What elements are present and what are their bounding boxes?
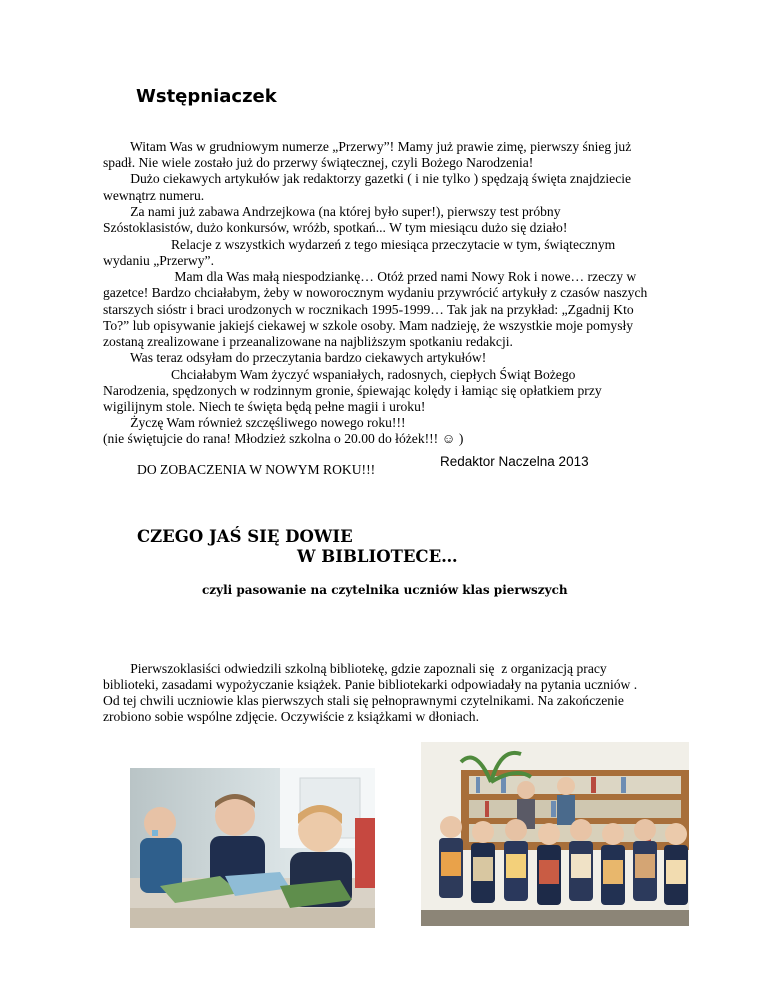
- intro-line: zostaną zrealizowane i przeanalizowane na najbliższym spotkaniu redakcji.: [103, 334, 513, 349]
- intro-line: starszych sióstr i braci urodzonych w rocznikach 1995-1999… Tak jak na przykład: „Zgadnij Kto: [103, 302, 634, 317]
- intro-heading: Wstępniaczek: [136, 86, 277, 107]
- intro-line: To?” lub opisywanie jakiejś ciekawej w szkole osoby. Mam nadzieję, że wszystkie moje pomysły: [103, 318, 634, 333]
- article-line: biblioteki, zasadami wypożyczanie książek. Panie bibliotekarki odpowiadały na pytania uczniów .: [103, 677, 638, 692]
- intro-line: Za nami już zabawa Andrzejkowa (na której było super!), pierwszy test próbny: [103, 204, 561, 219]
- article-line: zrobiono sobie wspólne zdjęcie. Oczywiście z książkami w dłoniach.: [103, 709, 479, 724]
- intro-line: wigilijnym stole. Niech te święta będą pełne magii i uroku!: [103, 399, 426, 414]
- article-subtitle: czyli pasowanie na czytelnika uczniów klas pierwszych: [202, 583, 568, 597]
- photo-class-in-library: [421, 742, 689, 926]
- photo-children-reading: [130, 768, 375, 928]
- intro-line: Narodzenia, spędzonych w rodzinnym gronie, śpiewając kolędy i łamiąc się opłatkiem przy: [103, 383, 602, 398]
- intro-line: Dużo ciekawych artykułów jak redaktorzy gazetki ( i nie tylko ) spędzają święta znajdziecie: [103, 171, 632, 186]
- article-line: Od tej chwili uczniowie klas pierwszych stali się pełnoprawnymi czytelnikami. Na zakończenie: [103, 693, 624, 708]
- intro-line: Was teraz odsyłam do przeczytania bardzo ciekawych artykułów!: [103, 350, 487, 365]
- intro-line: Mam dla Was małą niespodziankę… Otóż przed nami Nowy Rok i nowe… rzeczy w: [103, 269, 637, 284]
- intro-line: wewnątrz numeru.: [103, 188, 205, 203]
- article-title-line2: W BIBLIOTECE…: [297, 547, 458, 566]
- article-line: Pierwszoklasiści odwiedzili szkolną bibliotekę, gdzie zapoznali się z organizacją pracy: [103, 661, 607, 676]
- intro-line: Szóstoklasistów, dużo konkursów, wróżb, spotkań... W tym miesiącu dużo się działo!: [103, 220, 568, 235]
- intro-line: gazetce! Bardzo chciałabym, żeby w noworocznym wydaniu przywrócić artykuły z czasów naszych: [103, 285, 648, 300]
- intro-line: Witam Was w grudniowym numerze „Przerwy”! Mamy już prawie zimę, pierwszy śnieg już: [103, 139, 632, 154]
- article-title-line1: CZEGO JAŚ SIĘ DOWIE: [137, 527, 353, 546]
- intro-line: (nie świętujcie do rana! Młodzież szkolna o 20.00 do łóżek!!! ☺ ): [103, 431, 464, 446]
- intro-line: Życzę Wam również szczęśliwego nowego roku!!!: [103, 415, 406, 430]
- intro-line: wydaniu „Przerwy”.: [103, 253, 214, 268]
- intro-line: spadł. Nie wiele zostało już do przerwy świątecznej, czyli Bożego Narodzenia!: [103, 155, 534, 170]
- intro-line: Relacje z wszystkich wydarzeń z tego miesiąca przeczytacie w tym, świątecznym: [103, 237, 616, 252]
- signature: Redaktor Naczelna 2013: [440, 454, 589, 469]
- intro-line: Chciałabym Wam życzyć wspaniałych, radosnych, ciepłych Świąt Bożego: [103, 367, 576, 382]
- intro-closing: DO ZOBACZENIA W NOWYM ROKU!!!: [137, 462, 376, 477]
